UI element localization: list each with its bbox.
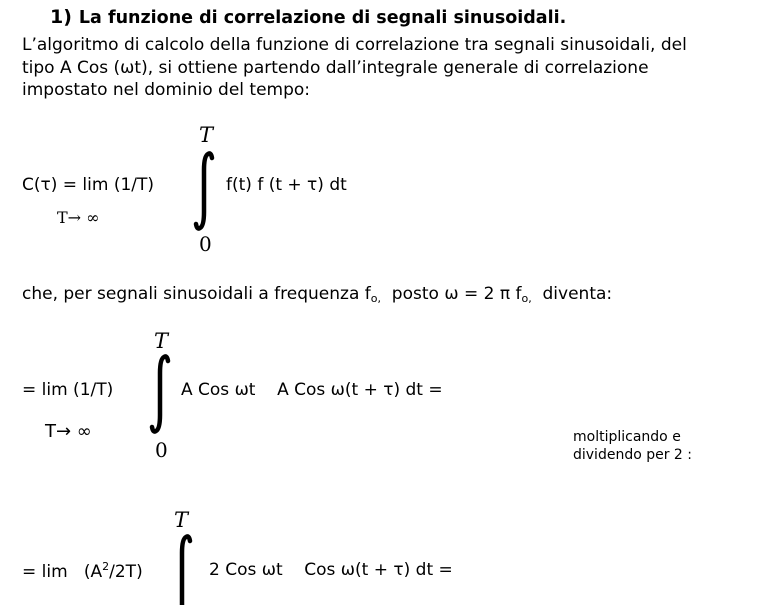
middle-text-b: posto ω = 2 π f xyxy=(381,284,522,304)
eq3-integral-sign xyxy=(168,533,198,605)
eq2-upper-limit: T xyxy=(154,329,169,353)
eq1-integral-sign xyxy=(190,150,220,232)
middle-sentence xyxy=(22,284,612,305)
intro-line-1: L’algoritmo di calcolo della funzione di correlazione tra segnali sinusoidali, del xyxy=(22,35,687,55)
middle-text-c: diventa: xyxy=(531,284,613,304)
eq2-integrand: A Cos ωt A Cos ω(t + τ) dt = xyxy=(181,380,443,400)
eq2-limit: T→ ∞ xyxy=(45,421,92,442)
eq1-lower-limit: 0 xyxy=(199,232,212,256)
side-note xyxy=(573,428,692,464)
intro-line-3: impostato nel dominio del tempo: xyxy=(22,80,311,100)
section-title-text: La funzione di correlazione di segnali sinusoidali. xyxy=(78,8,567,28)
side-note-line-1: moltiplicando e xyxy=(573,429,681,445)
side-note-line-2: dividendo per 2 : xyxy=(573,447,693,463)
middle-sub-b: o, xyxy=(521,292,532,305)
eq1-lhs: C(τ) = lim (1/T) xyxy=(22,175,155,195)
eq2-integral-sign xyxy=(146,353,176,435)
eq3-lhs-a: = lim (A xyxy=(22,562,103,582)
eq3-lhs-b: /2T) xyxy=(109,562,143,582)
intro-paragraph xyxy=(22,34,687,102)
eq3-integrand: 2 Cos ωt Cos ω(t + τ) dt = xyxy=(209,560,453,580)
eq3-upper-limit: T xyxy=(174,508,189,532)
eq3-lhs-sup: 2 xyxy=(102,560,110,573)
eq2-lhs: = lim (1/T) xyxy=(22,380,114,400)
intro-line-2: tipo A Cos (ωt), si ottiene partendo dall’integrale generale di correlazione xyxy=(22,57,649,78)
eq3-lhs xyxy=(22,560,143,582)
section-title xyxy=(50,6,566,28)
middle-text-a: che, per segnali sinusoidali a frequenza f xyxy=(22,284,371,304)
eq1-limit: T→ ∞ xyxy=(57,208,100,227)
eq1-upper-limit: T xyxy=(199,123,214,147)
eq2-lower-limit: 0 xyxy=(155,438,168,462)
middle-sub-a: o, xyxy=(370,292,381,305)
eq1-integrand: f(t) f (t + τ) dt xyxy=(226,175,347,195)
section-number: 1) xyxy=(50,6,72,28)
